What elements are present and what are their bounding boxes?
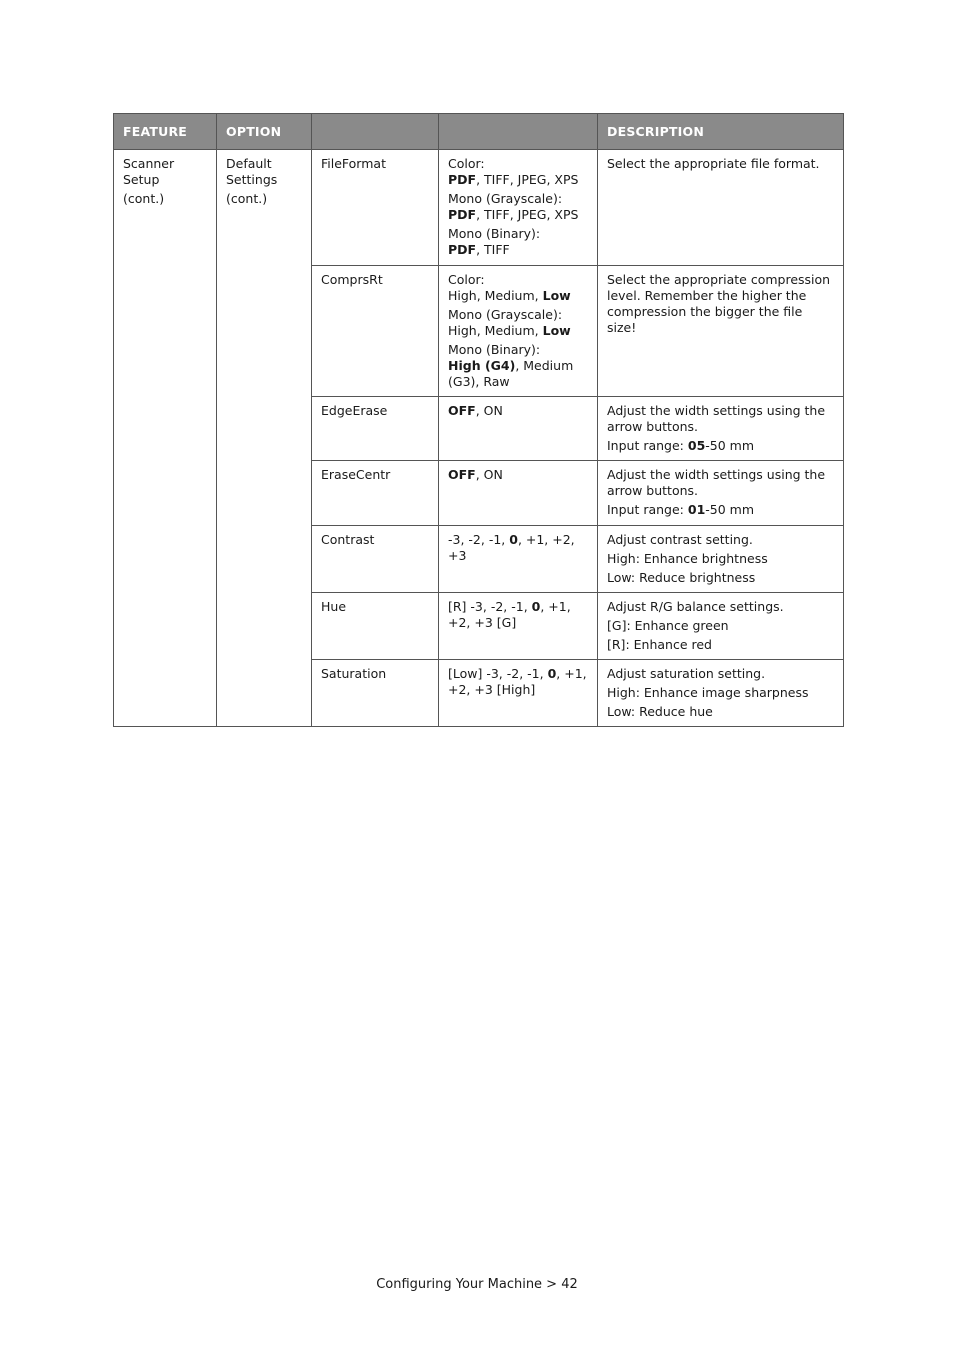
value-line	[448, 358, 588, 390]
description-paragraph	[607, 570, 834, 586]
value-line	[448, 242, 588, 258]
page-footer: Configuring Your Machine > 42	[376, 1277, 578, 1292]
table-body	[114, 150, 844, 727]
description-text: Input range:	[607, 438, 688, 453]
value-bold-text: PDF	[448, 207, 477, 222]
value-text: Color:	[448, 156, 485, 171]
description-text: Select the appropriate compression level. Remember the higher the compression the bigger the file size!	[607, 272, 831, 335]
description-paragraph	[607, 637, 834, 653]
feature-text: Scanner Setup	[123, 156, 175, 187]
value-line	[448, 599, 588, 631]
value-bold-text: OFF	[448, 467, 476, 482]
table-header	[114, 114, 844, 150]
value-line	[448, 532, 588, 564]
setting-values-cell	[439, 593, 598, 660]
description-bold-text: 01	[687, 502, 706, 517]
value-text: , +1, +2, +3	[448, 532, 575, 563]
value-text: , ON	[475, 403, 503, 418]
value-bold-text: PDF	[448, 242, 477, 257]
description-cell	[598, 150, 844, 266]
value-text: , TIFF, JPEG, XPS	[476, 172, 579, 187]
settings-table	[113, 113, 844, 727]
value-line	[448, 403, 588, 419]
value-paragraph	[448, 666, 588, 698]
description-cell	[598, 266, 844, 397]
value-line	[448, 467, 588, 483]
value-text: Mono (Binary):	[448, 226, 541, 241]
setting-name-cell: ComprsRt	[312, 266, 439, 397]
value-text: , TIFF	[476, 242, 510, 257]
description-text: Low: Reduce brightness	[607, 570, 756, 585]
header-row	[114, 114, 844, 150]
value-paragraph	[448, 272, 588, 304]
value-paragraph	[448, 191, 588, 223]
description-paragraph	[607, 666, 834, 682]
value-text: High, Medium,	[448, 323, 543, 338]
feature-text: (cont.)	[123, 191, 165, 206]
value-bold-text: PDF	[448, 172, 477, 187]
header-feature: FEATURE	[114, 114, 217, 150]
value-bold-text: 0	[531, 599, 541, 614]
value-text: High, Medium,	[448, 288, 543, 303]
description-text: Adjust contrast setting.	[607, 532, 753, 547]
description-text: Adjust the width settings using the arrow buttons.	[607, 467, 826, 498]
setting-name-cell: FileFormat	[312, 150, 439, 266]
setting-values-cell	[439, 397, 598, 461]
header-col4	[439, 114, 598, 150]
value-text: , ON	[475, 467, 503, 482]
header-option: OPTION	[217, 114, 312, 150]
value-bold-text: Low	[542, 323, 571, 338]
description-cell	[598, 397, 844, 461]
header-col3	[312, 114, 439, 150]
option-text: (cont.)	[226, 191, 268, 206]
description-paragraph	[607, 502, 834, 518]
description-cell	[598, 461, 844, 526]
value-line	[448, 323, 588, 339]
feature-cell	[114, 150, 217, 727]
value-text: -3, -2, -1,	[448, 532, 510, 547]
description-cell	[598, 660, 844, 727]
value-line	[448, 226, 588, 242]
description-text: -50 mm	[705, 438, 755, 453]
description-paragraph	[607, 403, 834, 435]
setting-name-cell: Saturation	[312, 660, 439, 727]
value-line	[448, 207, 588, 223]
setting-values-cell	[439, 461, 598, 526]
description-bold-text: 05	[687, 438, 706, 453]
setting-values-cell	[439, 526, 598, 593]
value-line	[448, 288, 588, 304]
setting-values-cell	[439, 660, 598, 727]
description-text: Adjust R/G balance settings.	[607, 599, 784, 614]
description-text: Adjust the width settings using the arrow buttons.	[607, 403, 826, 434]
table-row	[114, 150, 844, 266]
value-line	[448, 172, 588, 188]
value-paragraph	[448, 532, 588, 564]
value-text: , +1, +2, +3 [High]	[448, 666, 587, 697]
value-bold-text: 0	[547, 666, 557, 681]
setting-name-cell: Hue	[312, 593, 439, 660]
description-paragraph	[607, 685, 834, 701]
description-cell	[598, 526, 844, 593]
value-line	[448, 666, 588, 698]
value-bold-text: 0	[509, 532, 518, 547]
description-paragraph	[607, 599, 834, 615]
option-text: Default Settings	[226, 156, 278, 187]
value-paragraph	[448, 467, 588, 483]
description-text: -50 mm	[705, 502, 755, 517]
value-paragraph	[448, 342, 588, 390]
description-text: Adjust saturation setting.	[607, 666, 766, 681]
setting-name-cell: EraseCentr	[312, 461, 439, 526]
value-paragraph	[448, 307, 588, 339]
value-paragraph	[448, 226, 588, 258]
description-paragraph	[607, 618, 834, 634]
value-text: Mono (Grayscale):	[448, 307, 563, 322]
description-paragraph	[607, 532, 834, 548]
description-cell	[598, 593, 844, 660]
setting-values-cell	[439, 266, 598, 397]
description-paragraph	[607, 438, 834, 454]
description-text: [R]: Enhance red	[607, 637, 712, 652]
description-text: High: Enhance image sharpness	[607, 685, 809, 700]
description-text: Low: Reduce hue	[607, 704, 713, 719]
description-paragraph	[607, 156, 834, 172]
description-paragraph	[607, 704, 834, 720]
value-text: [R] -3, -2, -1,	[448, 599, 532, 614]
description-paragraph	[607, 467, 834, 499]
value-text: Color:	[448, 272, 485, 287]
value-bold-text: High (G4)	[448, 358, 516, 373]
option-cell	[217, 150, 312, 727]
value-text: , Medium (G3), Raw	[448, 358, 574, 389]
value-line	[448, 342, 588, 358]
value-paragraph	[448, 403, 588, 419]
value-text: , +1, +2, +3 [G]	[448, 599, 571, 630]
value-text: [Low] -3, -2, -1,	[448, 666, 548, 681]
header-description: DESCRIPTION	[598, 114, 844, 150]
value-text: Mono (Binary):	[448, 342, 541, 357]
description-text: High: Enhance brightness	[607, 551, 768, 566]
setting-values-cell	[439, 150, 598, 266]
description-text: [G]: Enhance green	[607, 618, 729, 633]
description-paragraph	[607, 551, 834, 567]
value-paragraph	[448, 156, 588, 188]
value-line	[448, 307, 588, 323]
description-paragraph	[607, 272, 834, 336]
value-line	[448, 156, 588, 172]
value-line	[448, 191, 588, 207]
value-line	[448, 272, 588, 288]
setting-name-cell: EdgeErase	[312, 397, 439, 461]
value-paragraph	[448, 599, 588, 631]
value-text: Mono (Grayscale):	[448, 191, 563, 206]
description-text: Input range:	[607, 502, 688, 517]
description-text: Select the appropriate file format.	[607, 156, 820, 171]
value-bold-text: Low	[542, 288, 571, 303]
setting-name-cell: Contrast	[312, 526, 439, 593]
value-text: , TIFF, JPEG, XPS	[476, 207, 579, 222]
value-bold-text: OFF	[448, 403, 476, 418]
